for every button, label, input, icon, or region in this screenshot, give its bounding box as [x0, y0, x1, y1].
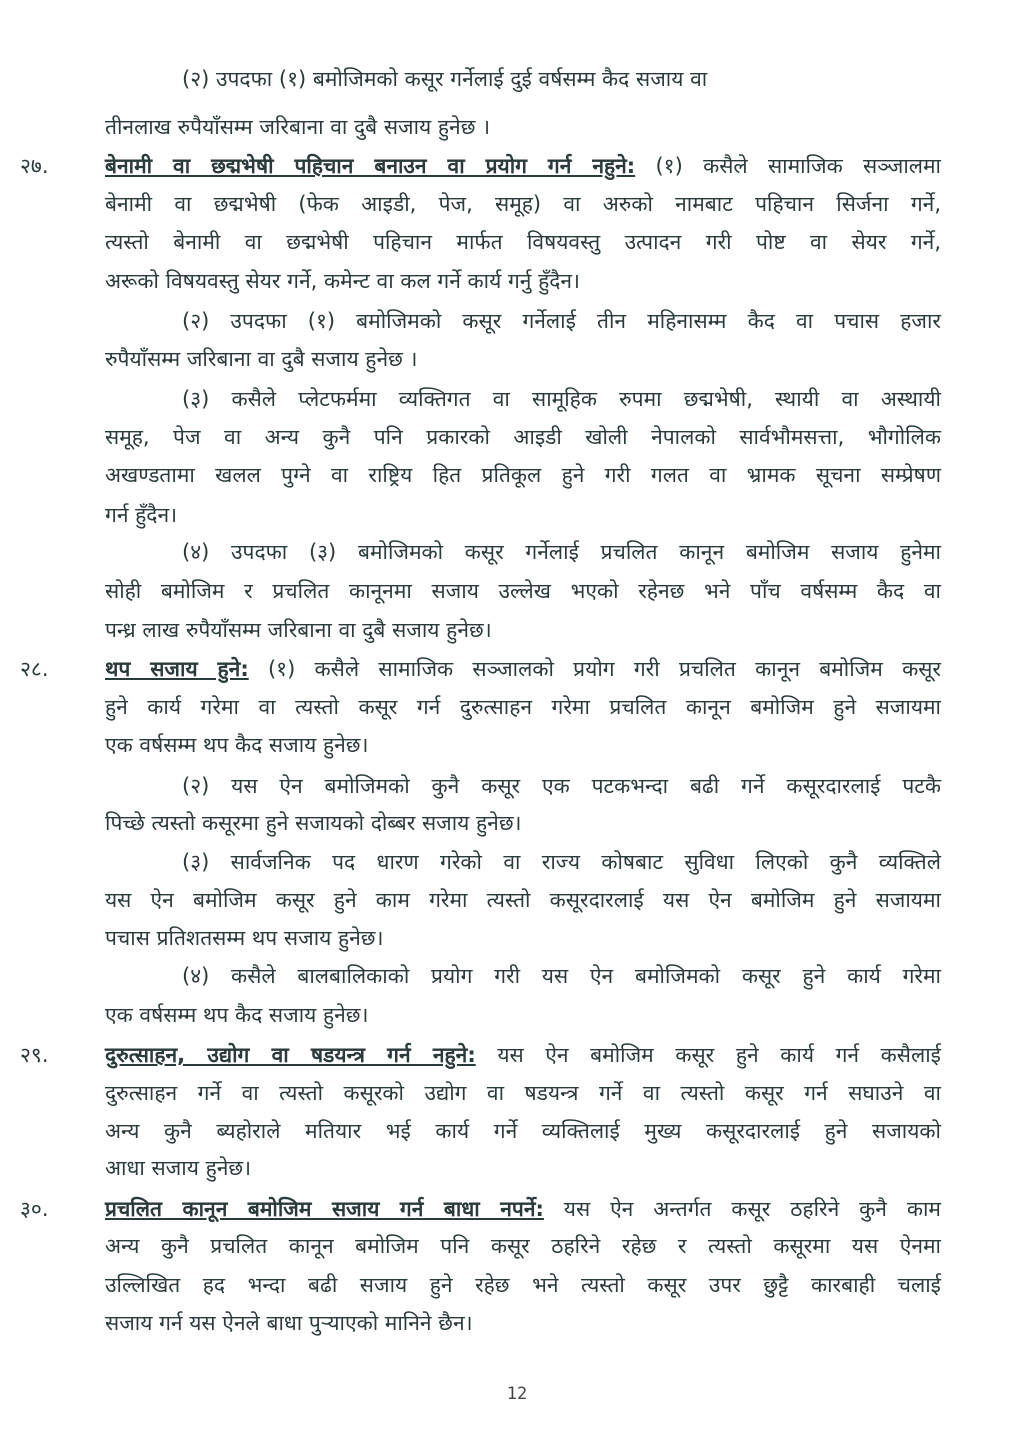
text-line: [105, 730, 941, 760]
section-number: ३०.: [20, 1197, 49, 1221]
text-line: [105, 923, 941, 953]
section-title: प्रचलित कानून बमोजिम सजाय गर्न बाधा नपर्ने:: [105, 1197, 544, 1221]
text-line: [182, 306, 941, 336]
text-line: [105, 1116, 941, 1146]
line-text: (४) उपदफा (३) बमोजिमको कसूर गर्नेलाई प्रचलित कानून बमोजिम सजाय हुनेमा: [182, 540, 941, 564]
text-line: [105, 808, 941, 838]
line-text: एक वर्षसम्म थप कैद सजाय हुनेछ।: [105, 1003, 369, 1027]
line-text: पन्ध्र लाख रुपैयाँसम्म जरिबाना वा दुबै सजाय हुनेछ।: [105, 618, 492, 642]
line-text: सोही बमोजिम र प्रचलित कानूनमा सजाय उल्लेख भएको रहेनछ भने पाँच वर्षसम्म कैद वा: [105, 579, 941, 603]
line-text: (३) सार्वजनिक पद धारण गरेको वा राज्य कोषबाट सुविधा लिएको कुनै व्यक्तिले: [182, 850, 941, 874]
line-text: पचास प्रतिशतसम्म थप सजाय हुनेछ।: [105, 926, 384, 950]
line-text: (२) यस ऐन बमोजिमको कुनै कसूर एक पटकभन्दा बढी गर्ने कसूरदारलाई पटकै: [182, 774, 941, 798]
line-text: (४) कसैले बालबालिकाको प्रयोग गरी यस ऐन बमोजिमको कसूर हुने कार्य गरेमा: [182, 964, 941, 988]
line-text: सजाय गर्न यस ऐनले बाधा पुऱ्याएको मानिने छैन।: [105, 1311, 473, 1335]
line-text: उल्लिखित हद भन्दा बढी सजाय हुने रहेछ भने त्यस्तो कसूर उपर छुट्टै कारबाही चलाई: [105, 1273, 941, 1297]
text-line: [105, 1153, 941, 1183]
text-line: [182, 537, 941, 567]
text-line: [182, 961, 941, 991]
line-text: त्यस्तो बेनामी वा छद्मभेषी पहिचान मार्फत विषयवस्तु उत्पादन गरी पोष्ट वा सेयर गर्ने,: [105, 230, 941, 254]
text-line: [105, 1078, 941, 1108]
section-heading-line: [105, 1040, 941, 1070]
line-text: अखण्डतामा खलल पुग्ने वा राष्ट्रिय हित प्रतिकूल हुने गरी गलत वा भ्रामक सूचना सम्प्रेषण: [105, 463, 941, 487]
line-text: समूह, पेज वा अन्य कुनै पनि प्रकारको आइडी खोली नेपालको सार्वभौमसत्ता, भौगोलिक: [105, 425, 941, 449]
line-text: गर्न हुँदैन।: [105, 503, 178, 527]
text-line: [105, 422, 941, 452]
text-line: [105, 615, 941, 645]
line-text: (३) कसैले प्लेटफर्ममा व्यक्तिगत वा सामूहिक रुपमा छद्मभेषी, स्थायी वा अस्थायी: [182, 387, 941, 411]
line-text: बेनामी वा छद्मभेषी (फेक आइडी, पेज, समूह) वा अरुको नामबाट पहिचान सिर्जना गर्ने,: [105, 192, 941, 216]
text-line: [105, 189, 941, 219]
text-line: [105, 112, 941, 142]
text-line: [105, 576, 941, 606]
line-text: हुने कार्य गरेमा वा त्यस्तो कसूर गर्न दुरुत्साहन गरेमा प्रचलित कानून बमोजिम हुने सजायमा: [105, 695, 941, 719]
text-line: [182, 771, 941, 801]
line-text: एक वर्षसम्म थप कैद सजाय हुनेछ।: [105, 733, 369, 757]
section-number: २८.: [20, 657, 49, 681]
line-text: यस ऐन बमोजिम कसूर हुने काम गरेमा त्यस्तो कसूरदारलाई यस ऐन बमोजिम हुने सजायमा: [105, 888, 941, 912]
text-line: [105, 266, 941, 296]
line-text: आधा सजाय हुनेछ।: [105, 1156, 252, 1180]
section-title: बेनामी वा छद्मभेषी पहिचान बनाउन वा प्रयोग गर्न नहुने:: [105, 154, 636, 178]
text-line: [105, 692, 941, 722]
section-title: दुरुत्साहन, उद्योग वा षडयन्त्र गर्न नहुने:: [105, 1043, 476, 1067]
line-text: अन्य कुनै प्रचलित कानून बमोजिम पनि कसूर ठहरिने रहेछ र त्यस्तो कसूरमा यस ऐनमा: [105, 1234, 941, 1258]
section-number: २७.: [20, 154, 49, 178]
text-line: [105, 1308, 941, 1338]
text-line: [105, 344, 941, 374]
text-line: [105, 227, 941, 257]
line-text: दुरुत्साहन गर्ने वा त्यस्तो कसूरको उद्योग वा षडयन्त्र गर्ने वा त्यस्तो कसूर गर्न सघाउने वा: [105, 1081, 941, 1105]
text-line: [105, 500, 941, 530]
text-line: [105, 1270, 941, 1300]
section-heading-line: [105, 1194, 941, 1224]
line-text: यस ऐन अन्तर्गत कसूर ठहरिने कुनै काम: [543, 1197, 941, 1221]
section-heading-line: [105, 654, 941, 684]
text-line: [105, 1231, 941, 1261]
line-text: अन्य कुनै ब्यहोराले मतियार भई कार्य गर्ने व्यक्तिलाई मुख्य कसूरदारलाई हुने सजायको: [105, 1119, 941, 1143]
line-text: यस ऐन बमोजिम कसूर हुने कार्य गर्न कसैलाई: [475, 1043, 941, 1067]
text-line: [105, 460, 941, 490]
page-number: 12: [506, 1384, 528, 1404]
text-line: [105, 1000, 941, 1030]
text-line: [182, 384, 941, 414]
line-text: रुपैयाँसम्म जरिबाना वा दुबै सजाय हुनेछ ।: [105, 347, 418, 371]
line-text: (१) कसैले सामाजिक सञ्जालको प्रयोग गरी प्रचलित कानून बमोजिम कसूर: [248, 657, 941, 681]
section-heading-line: [105, 151, 941, 181]
line-text: अरूको विषयवस्तु सेयर गर्ने, कमेन्ट वा कल गर्ने कार्य गर्नु हुँदैन।: [105, 269, 581, 293]
line-text: (१) कसैले सामाजिक सञ्जालमा: [635, 154, 941, 178]
text-line: [182, 64, 941, 94]
text-line: [105, 885, 941, 915]
section-title: थप सजाय हुने:: [105, 657, 249, 681]
line-text: तीनलाख रुपैयाँसम्म जरिबाना वा दुबै सजाय हुनेछ ।: [105, 115, 491, 139]
line-text: (२) उपदफा (१) बमोजिमको कसूर गर्नेलाई तीन महिनासम्म कैद वा पचास हजार: [182, 309, 941, 333]
line-text: पिच्छे त्यस्तो कसूरमा हुने सजायको दोब्बर सजाय हुनेछ।: [105, 811, 522, 835]
section-number: २९.: [20, 1043, 49, 1067]
line-text: (२) उपदफा (१) बमोजिमको कसूर गर्नेलाई दुई वर्षसम्म कैद सजाय वा: [182, 67, 708, 91]
text-line: [182, 847, 941, 877]
